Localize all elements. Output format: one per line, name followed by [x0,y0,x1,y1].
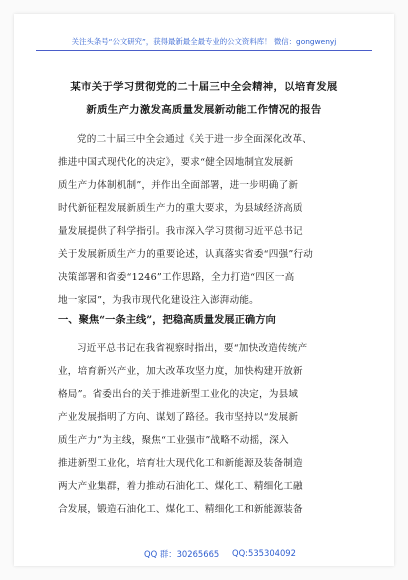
paragraph-1-line: 质生产力体制机制”，并作出全面部署，进一步明确了新 [58,180,299,191]
paragraph-1-line: 量发展提供了科学指引。我市深入学习贯彻习近平总书记 [58,226,303,237]
paragraph-2-line: 质生产力”为主线，聚焦“工业强市”战略不动摇，深入 [58,435,289,446]
paragraph-2-line: 业，培育新兴产业，加大改革攻坚力度，加快构建开放新 [58,366,303,377]
document-page [14,14,394,566]
paragraph-1-line: 关于发展新质生产力的重要论述，认真落实省委“四强”行动 [58,249,314,260]
paragraph-2-line: 产业发展指明了方向、谋划了路径。我市坚持以“发展新 [58,412,299,423]
paragraph-2-line: 合发展，锻造石油化工、煤化工、精细化工和新能源装备 [58,504,303,515]
paragraph-2-line: 格局”。省委出台的关于推进新型工业化的决定，为县域 [58,389,299,400]
paragraph-1-line: 地一家园”，为我市现代化建设注入澎湃动能。 [58,295,259,306]
document-title-line-2: 新质生产力激发高质量发展新动能工作情况的报告 [86,104,322,116]
paragraph-1-line: 推进中国式现代化的决定》，要求“健全因地制宜发展新 [58,157,294,168]
footer-qq: QQ:535304092 [232,548,296,558]
paragraph-1-line: 时代新征程发展新质生产力的重大要求，为县域经济高质 [58,203,303,214]
paragraph-2-line: 两大产业集群，着力推动石油化工、煤化工、精细化工融 [58,481,303,492]
footer-qq-group: QQ 群：30265665 [144,549,220,559]
document-title-line-1: 某市关于学习贯彻党的二十届三中全会精神，以培育发展 [70,81,338,93]
header-banner: 关注头条号“公文研究”，获得最新最全最专业的公文资料库！ 微信：gongwenyj [71,37,337,46]
paragraph-2-line: 推进新型工业化，培育壮大现代化工和新能源及装备制造 [58,458,303,469]
paragraph-1-line: 决策部署和省委“1246”工作思路，全力打造“四区一高 [58,272,295,283]
section-1-heading: 一、聚焦“一条主线”，把稳高质量发展正确方向 [58,314,276,326]
header-divider [36,50,372,51]
paragraph-1-line: 党的二十届三中全会通过《关于进一步全面深化改革、 [77,134,313,145]
paragraph-2-line: 习近平总书记在我省视察时指出，要“加快改造传统产 [77,343,308,354]
